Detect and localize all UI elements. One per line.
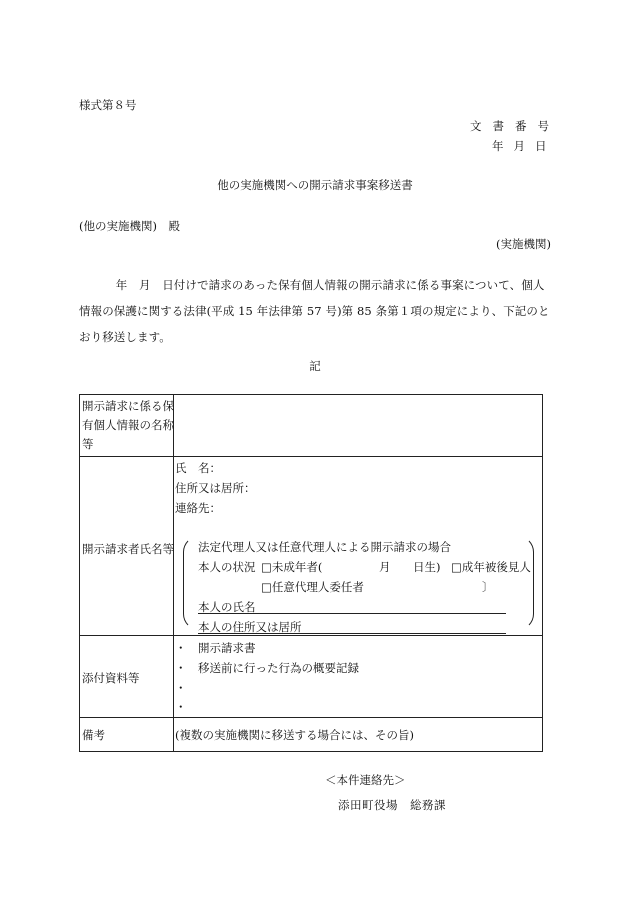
attachment-item: ・ <box>175 700 187 714</box>
info-name-field[interactable] <box>175 399 543 451</box>
label-info-name: 開示請求に係る保有個人情報の名称等 <box>82 399 174 451</box>
status-label: 本人の状況 <box>198 560 256 574</box>
label-requester: 開示請求者氏名等 <box>82 542 174 556</box>
form-number: 様式第８号 <box>79 98 137 112</box>
row-divider <box>80 456 542 457</box>
label-remarks: 備考 <box>82 728 105 742</box>
month-label: 月 <box>379 560 391 574</box>
recipient: (他の実施機関) 殿 <box>79 219 180 233</box>
form-table <box>79 394 543 752</box>
sender: (実施機関) <box>496 237 551 251</box>
remarks-text: (複数の実施機関に移送する場合には、その旨) <box>175 728 414 742</box>
attachment-item: ・ <box>175 681 187 695</box>
agent-checkbox[interactable]: □任意代理人委任者 <box>261 580 364 594</box>
row-divider <box>80 717 542 718</box>
attachment-item: ・ 移送前に行った行為の概要記録 <box>175 661 359 675</box>
principal-name-label: 本人の氏名 <box>198 600 256 614</box>
birth-suffix: 日生) <box>413 560 441 574</box>
row-divider <box>80 635 542 636</box>
contact-department: 添田町役場 総務課 <box>338 798 446 812</box>
name-label: 氏 名： <box>175 461 221 475</box>
body-text: 年 月 日付けで請求のあった保有個人情報の開示請求に係る事案について、個人情報の保護に関する法律(平成 15 年法律第 57 号)第 85 条第１項の規定により、下記のとおり移送します。 <box>79 278 550 344</box>
ki-heading: 記 <box>309 359 321 373</box>
close-bracket: 〕 <box>482 580 494 594</box>
principal-address-line[interactable] <box>198 633 506 634</box>
contact-heading: ＜本件連絡先＞ <box>325 773 406 787</box>
document-date: 年月日 <box>492 139 557 153</box>
document-number: 文書番号 <box>470 119 560 133</box>
agent-title: 法定代理人又は任意代理人による開示請求の場合 <box>198 540 451 554</box>
guardian-checkbox[interactable]: □成年被後見人 <box>451 560 531 574</box>
label-attachments: 添付資料等 <box>82 671 140 685</box>
principal-address-label: 本人の住所又は居所 <box>198 620 302 634</box>
document-title: 他の実施機関への開示請求事案移送書 <box>217 178 413 192</box>
minor-checkbox[interactable]: □未成年者( <box>261 560 323 574</box>
principal-name-line[interactable] <box>198 613 506 614</box>
attachment-item: ・ 開示請求書 <box>175 641 256 655</box>
contact-label: 連絡先： <box>175 501 221 515</box>
address-label: 住所又は居所： <box>175 481 256 495</box>
